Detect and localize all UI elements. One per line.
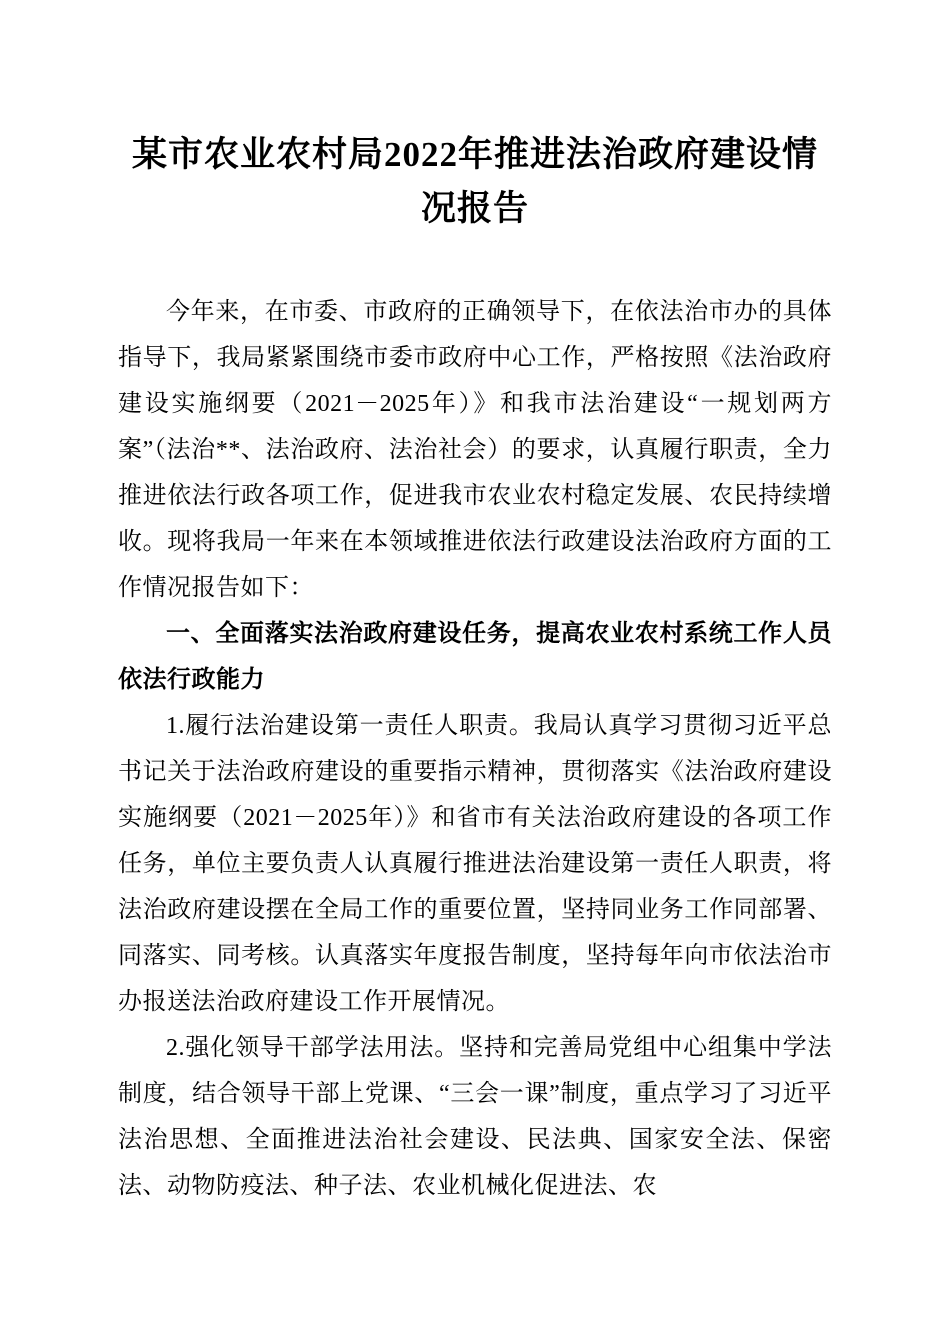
section-heading: 一、全面落实法治政府建设任务，提高农业农村系统工作人员依法行政能力 (118, 619, 832, 693)
paragraph: 今年来，在市委、市政府的正确领导下，在依法治市办的具体指导下，我局紧紧围绕市委市政府中心工作，严格按照《法治政府建设实施纲要（2021－2025年）》和我市法治建设“一规划两方案”（法治**、法治政府、法治社会）的要求，认真履行职责，全力推进依法行政各项工作，促进我市农业农村稳定发展、农民持续增收。现将我局一年来在本领域推进依法行政建设法治政府方面的工作情况报告如下： (118, 298, 832, 601)
paragraph: 2.强化领导干部学法用法。坚持和完善局党组中心组集中学法制度，结合领导干部上党课、“三会一课”制度，重点学习了习近平法治思想、全面推进法治社会建设、民法典、国家安全法、保密法、动物防疫法、种子法、农业机械化促进法、农 (118, 1034, 832, 1199)
document-title: 某市农业农村局2022年推进法治政府建设情况报告 (131, 135, 818, 229)
document-body (118, 289, 832, 1209)
paragraph: 1.履行法治建设第一责任人职责。我局认真学习贯彻习近平总书记关于法治政府建设的重要指示精神，贯彻落实《法治政府建设实施纲要（2021－2025年）》和省市有关法治政府建设的各项工作任务，单位主要负责人认真履行推进法治建设第一责任人职责，将法治政府建设摆在全局工作的重要位置，坚持同业务工作同部署、同落实、同考核。认真落实年度报告制度，坚持每年向市依法治市办报送法治政府建设工作开展情况。 (118, 712, 832, 1015)
